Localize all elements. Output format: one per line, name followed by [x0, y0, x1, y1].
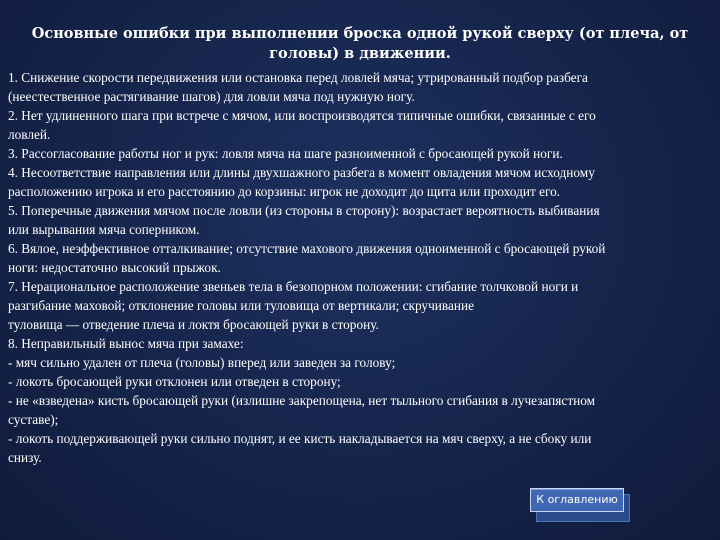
- body-line: или вырывания мяча соперником.: [8, 222, 200, 237]
- body-line: - мяч сильно удален от плеча (головы) вперед или заведен за голову;: [8, 355, 396, 370]
- body-line: 8. Неправильный вынос мяча при замахе:: [8, 336, 244, 351]
- body-line: 3. Рассогласование работы ног и рук: ловля мяча на шаге разноименной с бросающей рукой ноги.: [8, 146, 563, 161]
- body-line: - локоть поддерживающей руки сильно поднят, и ее кисть накладывается на мяч сверху, а не сбоку или: [8, 431, 592, 446]
- body-line: 2. Нет удлиненного шага при встрече с мячом, или воспроизводятся типичные ошибки, связанные с его: [8, 108, 596, 123]
- body-line: ноги: недостаточно высокий прыжок.: [8, 260, 221, 275]
- table-of-contents-button[interactable]: К оглавлению: [530, 488, 624, 512]
- body-line: 1. Снижение скорости передвижения или остановка перед ловлей мяча; утрированный подбор разбега: [8, 70, 588, 85]
- body-line: - не «взведена» кисть бросающей руки (излишне закрепощена, нет тыльного сгибания в лучезапястном: [8, 393, 596, 408]
- body-line: 6. Вялое, неэффективное отталкивание; отсутствие махового движения одноименной с бросающей рукой: [8, 241, 606, 256]
- toc-button-group: [528, 488, 630, 516]
- body-line: расположению игрока и его расстоянию до корзины: игрок не доходит до щита или проходит его.: [8, 184, 561, 199]
- body-line: суставе);: [8, 412, 59, 427]
- body-line: 5. Поперечные движения мячом после ловли (из стороны в сторону): возрастает вероятность выбивания: [8, 203, 600, 218]
- body-line: (неестественное растягивание шагов) для ловли мяча под нужную ногу.: [8, 89, 415, 104]
- body-line: 4. Несоответствие направления или длины двухшажного разбега в момент овладения мячом исходному: [8, 165, 595, 180]
- body-line: снизу.: [8, 450, 42, 465]
- slide-body: [8, 68, 708, 467]
- body-line: 7. Нерациональное расположение звеньев тела в безопорном положении: сгибание толчковой ноги и: [8, 279, 579, 294]
- slide-title: Основные ошибки при выполнении броска одной рукой сверху (от плеча, от головы) в движении.: [31, 25, 689, 62]
- body-line: ловлей.: [8, 127, 51, 142]
- body-line: разгибание маховой; отклонение головы или туловища от вертикали; скручивание: [8, 298, 475, 313]
- body-line: - локоть бросающей руки отклонен или отведен в сторону;: [8, 374, 341, 389]
- body-line: туловища — отведение плеча и локтя бросающей руки в сторону.: [8, 317, 379, 332]
